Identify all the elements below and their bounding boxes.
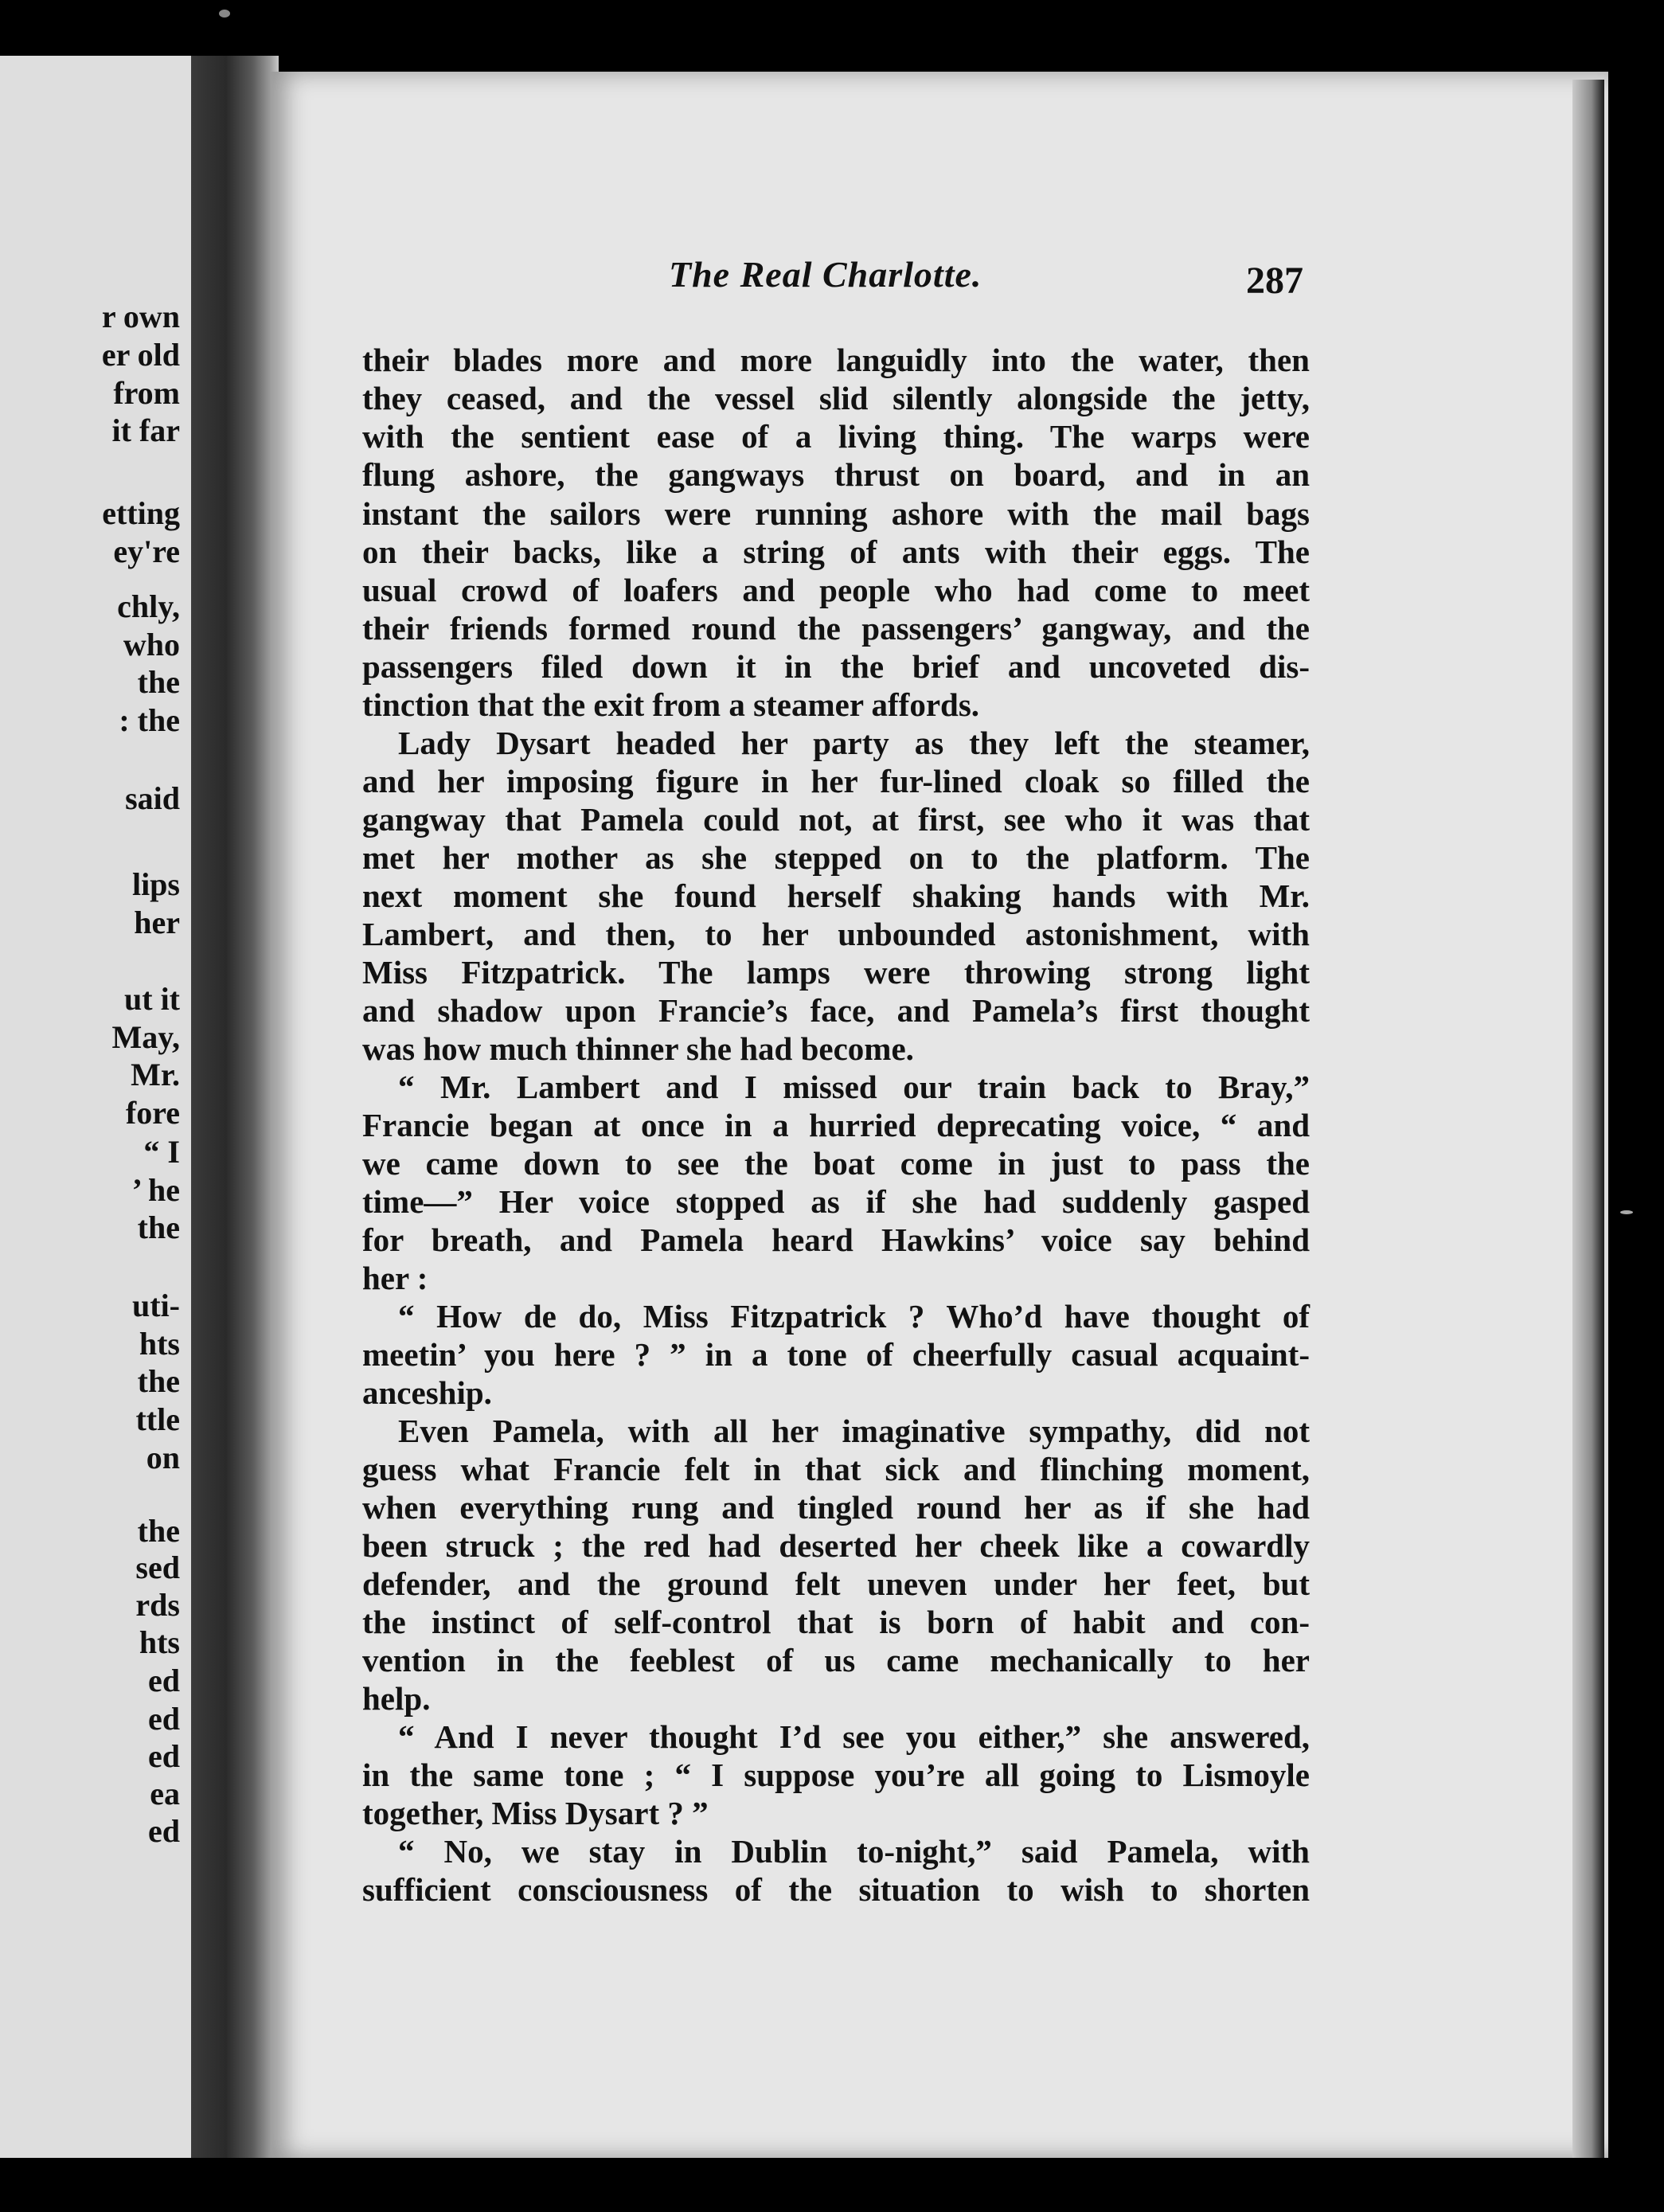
running-head: The Real Charlotte. <box>669 254 982 295</box>
text-line: anceship. <box>362 1374 492 1411</box>
left-page-fragment: her <box>134 905 180 940</box>
text-line: meetin’ you here ? ” in a tone of cheerfully casual acquaint- <box>362 1336 1310 1373</box>
text-line: Lambert, and then, to her unbounded astonishment, with <box>362 916 1310 952</box>
text-line: “ And I never thought I’d see you either,” she answered, <box>398 1718 1310 1755</box>
left-page-fragment: sed <box>135 1550 180 1585</box>
text-line: when everything rung and tingled round her as if she had <box>362 1489 1310 1526</box>
text-line: next moment she found herself shaking hands with Mr. <box>362 877 1310 914</box>
text-line: they ceased, and the vessel slid silently alongside the jetty, <box>362 380 1310 416</box>
text-line: vention in the feeblest of us came mechanically to her <box>362 1642 1310 1679</box>
text-line: for breath, and Pamela heard Hawkins’ voice say behind <box>362 1221 1310 1258</box>
text-line: help. <box>362 1680 431 1717</box>
text-line: tinction that the exit from a steamer affords. <box>362 686 980 723</box>
left-page-fragment: ed <box>148 1663 180 1698</box>
left-page-fragment: : the <box>119 702 180 738</box>
left-page-fragment: lips <box>131 866 180 902</box>
left-page-fragment: ed <box>148 1701 180 1737</box>
left-page-fragment: fore <box>125 1095 180 1131</box>
left-page-fragment: the <box>137 1210 180 1245</box>
binding-gutter <box>191 56 279 2158</box>
left-page-fragment: r own <box>101 299 180 334</box>
left-page-fragment: hts <box>139 1326 180 1362</box>
text-line: met her mother as she stepped on to the platform. The <box>362 839 1310 876</box>
left-page-fragment: ed <box>148 1813 180 1849</box>
text-line: flung ashore, the gangways thrust on board, and in an <box>362 456 1310 493</box>
text-line: and shadow upon Francie’s face, and Pamela’s first thought <box>362 992 1310 1029</box>
text-line: on their backs, like a string of ants with their eggs. The <box>362 533 1310 570</box>
text-line: their friends formed round the passengers’ gangway, and the <box>362 610 1310 647</box>
left-page-fragment: hts <box>139 1624 180 1660</box>
text-line: passengers filed down it in the brief and uncoveted dis- <box>362 648 1310 685</box>
left-page-fragment: said <box>125 780 180 816</box>
page-edge-shadow <box>1572 80 1604 2158</box>
page-number: 287 <box>1246 260 1303 302</box>
left-page-fragment: uti- <box>132 1288 180 1323</box>
text-line: together, Miss Dysart ? ” <box>362 1795 709 1831</box>
left-page-fragment: Mr. <box>131 1057 180 1092</box>
left-page-fragment: ’ he <box>131 1172 180 1208</box>
left-page-fragment: ttle <box>135 1401 180 1437</box>
left-page-fragment: ed <box>148 1738 180 1774</box>
left-page-fragment: the <box>137 1363 180 1399</box>
text-line: time—” Her voice stopped as if she had suddenly gasped <box>362 1183 1310 1220</box>
text-line: with the sentient ease of a living thing. The warps were <box>362 418 1310 455</box>
left-page-fragment: rds <box>135 1587 180 1623</box>
left-facing-page <box>0 56 191 2158</box>
scan-speck <box>219 10 230 18</box>
left-page-fragment: ea <box>150 1776 180 1811</box>
text-line: was how much thinner she had become. <box>362 1030 914 1067</box>
left-page-fragment: er old <box>101 337 180 373</box>
left-page-fragment: May, <box>111 1019 180 1055</box>
text-line: her : <box>362 1260 428 1296</box>
left-page-fragment: ut it <box>124 981 180 1017</box>
left-page-fragment: on <box>146 1440 180 1475</box>
text-line: we came down to see the boat come in just to pass the <box>362 1145 1310 1182</box>
left-page-fragment: it far <box>111 412 180 448</box>
text-line: Even Pamela, with all her imaginative sympathy, did not <box>398 1413 1310 1449</box>
text-line: Francie began at once in a hurried deprecating voice, “ and <box>362 1107 1310 1143</box>
left-page-fragment: from <box>113 375 180 411</box>
text-line: their blades more and more languidly into the water, then <box>362 342 1310 378</box>
left-page-fragment: “ I <box>143 1134 180 1170</box>
text-line: “ No, we stay in Dublin to-night,” said Pamela, with <box>398 1833 1310 1870</box>
text-line: “ Mr. Lambert and I missed our train back to Bray,” <box>398 1069 1310 1105</box>
text-line: in the same tone ; “ I suppose you’re all going to Lismoyle <box>362 1757 1310 1793</box>
text-line: sufficient consciousness of the situation to wish to shorten <box>362 1871 1310 1908</box>
scan-speck <box>1620 1210 1633 1214</box>
left-page-fragment: chly, <box>117 588 180 624</box>
text-line: been struck ; the red had deserted her cheek like a cowardly <box>362 1527 1310 1564</box>
text-line: defender, and the ground felt uneven under her feet, but <box>362 1565 1310 1602</box>
text-line: Lady Dysart headed her party as they left the steamer, <box>398 725 1310 761</box>
text-line: instant the sailors were running ashore with the mail bags <box>362 495 1310 532</box>
left-page-fragment: ey're <box>113 533 180 569</box>
text-line: and her imposing figure in her fur-lined cloak so filled the <box>362 763 1310 799</box>
text-line: “ How de do, Miss Fitzpatrick ? Who’d have thought of <box>398 1298 1310 1335</box>
text-line: usual crowd of loafers and people who had come to meet <box>362 572 1310 608</box>
left-page-fragment: the <box>137 1513 180 1549</box>
left-page-fragment: the <box>137 664 180 700</box>
text-line: the instinct of self-control that is born of habit and con- <box>362 1604 1310 1640</box>
text-line: Miss Fitzpatrick. The lamps were throwing strong light <box>362 954 1310 991</box>
left-page-fragment: etting <box>102 495 180 531</box>
text-line: gangway that Pamela could not, at first, see who it was that <box>362 801 1310 838</box>
text-line: guess what Francie felt in that sick and flinching moment, <box>362 1451 1310 1487</box>
left-page-fragment: who <box>123 627 180 662</box>
